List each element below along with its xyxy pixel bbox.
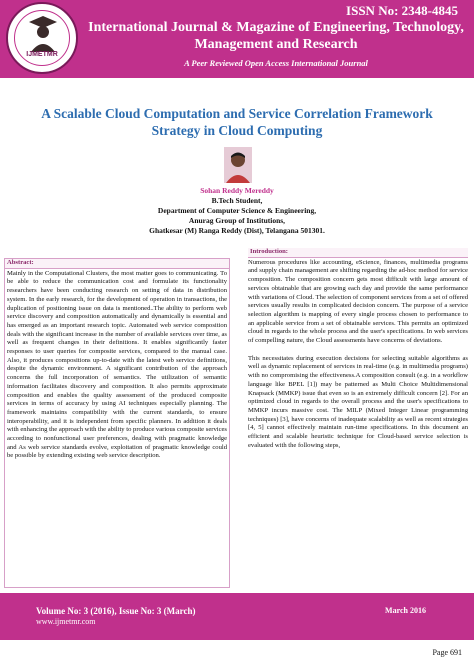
footer-website: www.ijmetmr.com bbox=[36, 617, 96, 626]
logo-text: IJMETMR bbox=[26, 51, 58, 58]
author-institution: Anurag Group of Institutions, bbox=[188, 216, 286, 225]
author-address: Ghatkesar (M) Ranga Reddy (Dist), Telangana 501301. bbox=[149, 226, 325, 235]
journal-header bbox=[0, 0, 474, 78]
author-role: B.Tech Student, bbox=[211, 196, 263, 205]
abstract-section bbox=[4, 258, 230, 588]
introduction-section bbox=[248, 248, 468, 459]
abstract-heading: Abstract: bbox=[5, 259, 229, 269]
footer-date: March 2016 bbox=[385, 606, 426, 615]
author-block bbox=[80, 186, 394, 236]
paper-title: A Scalable Cloud Computation and Service Correlation Framework Strategy in Cloud Computing bbox=[41, 106, 433, 138]
page-number: Page 691 bbox=[432, 648, 462, 657]
author-photo bbox=[224, 147, 252, 183]
journal-logo bbox=[6, 2, 78, 74]
author-name: Sohan Reddy Mereddy bbox=[200, 186, 274, 195]
introduction-paragraph-2: This necessitates during execution decisions for selecting suitable algorithms as well as dynamic replacement of services in real-time (e.g. in multimedia programs) with no compromising the effectiveness.A composition consult (e.g. in a workflow language like BPEL [1]) may be patterned as Multi Choice Multidimensional Knapsack (MMKP) issue that even so is an extremely difficult concern [2]. For an optimized cloud in regards to the overall process and the user's specifications to MMKP incurs massive cost. The MILP (Mixed Integer Linear programming techniques) [3], have concerns of inadequate scalability as well as recent strategies [4, 5] cannot effectively maintain run-time specifications. In this document an efficient and scalable heuristic technique for Cloud-based service selection is evaluated with the following steps, bbox=[248, 354, 468, 449]
graduate-icon bbox=[28, 14, 58, 54]
journal-title: International Journal & Magazine of Engineering, Technology, Management and Research bbox=[88, 20, 464, 52]
journal-subtitle: A Peer Reviewed Open Access International Journal bbox=[184, 58, 368, 68]
introduction-paragraph-1: Numerous procedures like accounting, eScience, finances, multimedia programs and supply chain management are shifting regarding the ad-hoc method for service composition. The composition concern gets most difficult with large amount of services obtainable that are growing each day and provide the same performance with variations of Cloud. The selection of component services from a set of offered services usually results in complicated decision concern. The purpose of a service selection algorithm is mapping of every single process chosen to performance to an applicable service from a set of obtainable services. This permits an optimized cloud in regards to the whole process and the user's specifications. In web services of compelling nature, the Cloud assessments have concerns of deviations. bbox=[248, 258, 468, 345]
author-department: Department of Computer Science & Engineering, bbox=[157, 206, 317, 215]
abstract-text: Mainly in the Computational Clusters, the most matter goes to communicating. To be able to reduce the communication cost and formulate its functionality researchers have been conducting research on setting of data in distribution system. In the early research, for the development of operation in transactions, the duplication of positioning issue on data is mentioned..The ability to perform web service discovery and composition automatically and dynamically is essential and has emerged as an important research topic. Automated web service composition deals with the significant increase in the number of available services over time, as well as frequent changes in their definitions. It enables significantly faster responses to user queries for composite services, compared to the manual case. Also, it produces compositions up-to-date with the latest web service definitions, despite the dynamic environment. A significant contribution of the approach concerns the full incorporation of semantics. The utilization of semantic information facilitates discovery and composition. It also permits approximate composition and enables the quality assessment of the produced composite services in terms of accuracy by using AI techniques especially planning. The framework maintains compatibility with the current standards, to ensure interoperability, and it is independent from specific planners. In addition it deals with enhancing the approach with the ability to produce various composite services according to nonfunctional user preferences, dealing with pragmatic knowledge and As web service standards evolve, exploitation of pragmatic knowledge could be possible by extending existing web service description. bbox=[7, 269, 227, 460]
footer-volume: Volume No: 3 (2016), Issue No: 3 (March) bbox=[36, 606, 196, 616]
author-portrait-icon bbox=[224, 147, 252, 183]
issn-number: ISSN No: 2348-4845 bbox=[346, 3, 458, 18]
introduction-heading: Introduction: bbox=[248, 248, 468, 258]
